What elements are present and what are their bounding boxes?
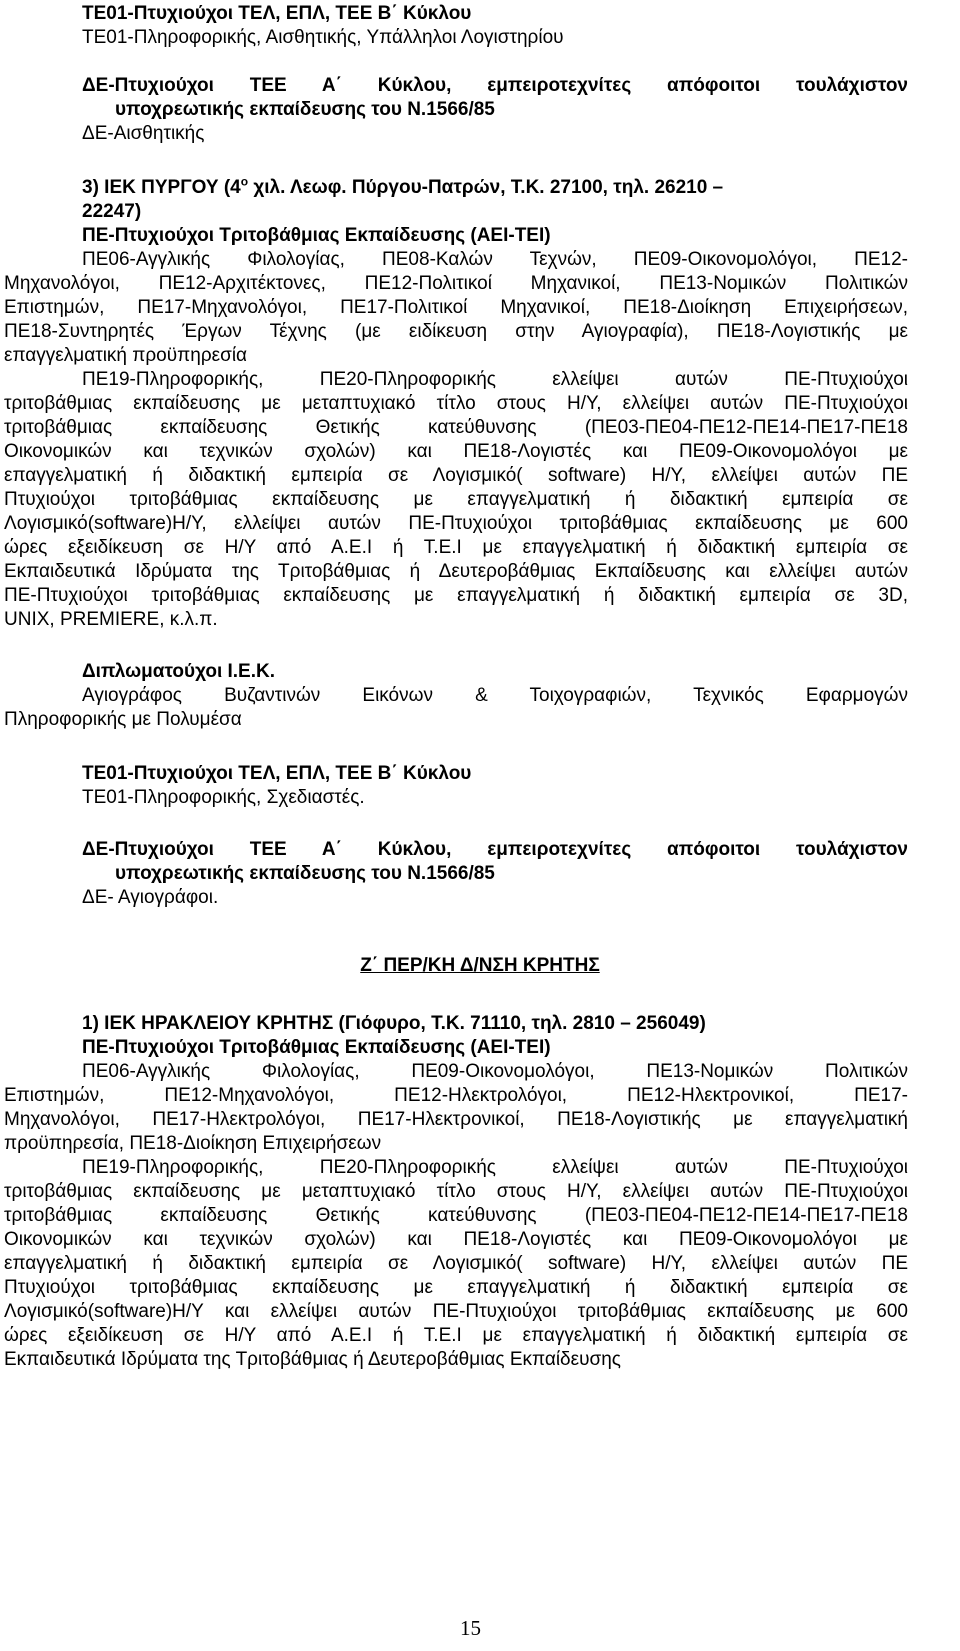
paragraph-line: ΠΕ18-Συντηρητές Έργων Τέχνης (με ειδίκευση στην Αγιογραφία), ΠΕ18-Λογιστικής με: [4, 321, 908, 342]
paragraph-line: τριτοβάθμιας εκπαίδευσης με μεταπτυχιακό τίτλο στους Η/Υ, ελλείψει αυτών ΠΕ-Πτυχιούχοι: [4, 393, 908, 414]
paragraph-line: ΠΕ19-Πληροφορικής, ΠΕ20-Πληροφορικής ελλείψει αυτών ΠΕ-Πτυχιούχοι: [82, 369, 908, 390]
paragraph-line: Μηχανολόγοι, ΠΕ12-Αρχιτέκτονες, ΠΕ12-Πολιτικοί Μηχανικοί, ΠΕ13-Νομικών Πολιτικών: [4, 273, 908, 294]
paragraph-line: Πτυχιούχοι τριτοβάθμιας εκπαίδευσης με επαγγελματική ή διδακτική εμπειρία σε: [4, 1277, 908, 1298]
paragraph-line: ΠΕ06-Αγγλικής Φιλολογίας, ΠΕ09-Οικονομολόγοι, ΠΕ13-Νομικών Πολιτικών: [82, 1061, 908, 1082]
heading-de-line1: ΔΕ-Πτυχιούχοι ΤΕΕ Α΄ Κύκλου, εμπειροτεχνίτες απόφοιτοι τουλάχιστον: [82, 75, 908, 96]
heading-te01: ΤΕ01-Πτυχιούχοι ΤΕΛ, ΕΠΛ, ΤΕΕ Β΄ Κύκλου: [82, 3, 472, 24]
paragraph-line: Επιστημών, ΠΕ17-Μηχανολόγοι, ΠΕ17-Πολιτικοί Μηχανικοί, ΠΕ18-Διοίκηση Επιχειρήσεων,: [4, 297, 908, 318]
paragraph-line: επαγγελματική ή διδακτική εμπειρία σε Λογισμικό( software) Η/Υ, ελλείψει αυτών ΠΕ: [4, 465, 908, 486]
diploma-line1: Αγιογράφος Βυζαντινών Εικόνων & Τοιχογραφιών, Τεχνικός Εφαρμογών: [82, 685, 908, 706]
paragraph-line: επαγγελματική ή διδακτική εμπειρία σε Λογισμικό( software) Η/Υ, ελλείψει αυτών ΠΕ: [4, 1253, 908, 1274]
pe-heading: ΠΕ-Πτυχιούχοι Τριτοβάθμιας Εκπαίδευσης (ΑΕΙ-ΤΕΙ): [82, 1037, 551, 1058]
paragraph-line: ΠΕ19-Πληροφορικής, ΠΕ20-Πληροφορικής ελλείψει αυτών ΠΕ-Πτυχιούχοι: [82, 1157, 908, 1178]
text-de: ΔΕ-Αισθητικής: [82, 123, 205, 144]
pe-heading: ΠΕ-Πτυχιούχοι Τριτοβάθμιας Εκπαίδευσης (ΑΕΙ-ΤΕΙ): [82, 225, 551, 246]
page-number: 15: [460, 1616, 481, 1640]
paragraph-line: προϋπηρεσία, ΠΕ18-Διοίκηση Επιχειρήσεων: [4, 1133, 382, 1154]
paragraph-line: τριτοβάθμιας εκπαίδευσης Θετικής κατεύθυνσης (ΠΕ03-ΠΕ04-ΠΕ12-ΠΕ14-ΠΕ17-ΠΕ18: [4, 417, 908, 438]
paragraph-line: τριτοβάθμιας εκπαίδευσης Θετικής κατεύθυνσης (ΠΕ03-ΠΕ04-ΠΕ12-ΠΕ14-ΠΕ17-ΠΕ18: [4, 1205, 908, 1226]
text-de: ΔΕ- Αγιογράφοι.: [82, 887, 219, 908]
paragraph-line: ΠΕ06-Αγγλικής Φιλολογίας, ΠΕ08-Καλών Τεχνών, ΠΕ09-Οικονομολόγοι, ΠΕ12-: [82, 249, 908, 270]
diploma-heading: Διπλωματούχοι Ι.Ε.Κ.: [82, 661, 276, 682]
heading-de-line2: υποχρεωτικής εκπαίδευσης του Ν.1566/85: [115, 99, 495, 120]
paragraph-line: επαγγελματική προϋπηρεσία: [4, 345, 248, 366]
paragraph-line: Εκπαιδευτικά Ιδρύματα της Τριτοβάθμιας ή Δευτεροβάθμιας Εκπαίδευσης: [4, 1349, 621, 1370]
diploma-line2: Πληροφορικής με Πολυμέσα: [4, 709, 242, 730]
paragraph-line: Οικονομικών και τεχνικών σχολών) και ΠΕ18-Λογιστές και ΠΕ09-Οικονομολόγοι με: [4, 1229, 908, 1250]
paragraph-line: Οικονομικών και τεχνικών σχολών) και ΠΕ18-Λογιστές και ΠΕ09-Οικονομολόγοι με: [4, 441, 908, 462]
paragraph-line: Εκπαιδευτικά Ιδρύματα της Τριτοβάθμιας ή Δευτεροβάθμιας Εκπαίδευσης και ελλείψει αυτών: [4, 561, 908, 582]
paragraph-line: ώρες εξειδίκευση σε Η/Υ από Α.Ε.Ι ή Τ.Ε.Ι με επαγγελματική ή διδακτική εμπειρία σε: [4, 537, 908, 558]
paragraph-line: Μηχανολόγοι, ΠΕ17-Ηλεκτρολόγοι, ΠΕ17-Ηλεκτρονικοί, ΠΕ18-Λογιστικής με επαγγελματική: [4, 1109, 908, 1130]
iek-pyrgou-title-line1: 3) ΙΕΚ ΠΥΡΓΟΥ ($4^o$ χιλ. Λεωφ. Πύργου-Πατρών, Τ.Κ. 27100, τηλ. 26210 –: [82, 174, 724, 198]
iek-herakleiou-title: 1) ΙΕΚ ΗΡΑΚΛΕΙΟΥ ΚΡΗΤΗΣ (Γιόφυρο, Τ.Κ. 71110, τηλ. 2810 – 256049): [82, 1013, 706, 1034]
paragraph-line: Λογισμικό(software)Η/Υ, ελλείψει αυτών ΠΕ-Πτυχιούχοι τριτοβάθμιας εκπαίδευσης με 600: [4, 513, 908, 534]
heading-te01: ΤΕ01-Πτυχιούχοι ΤΕΛ, ΕΠΛ, ΤΕΕ Β΄ Κύκλου: [82, 763, 472, 784]
section-title: Ζ΄ ΠΕΡ/ΚΗ Δ/ΝΣΗ ΚΡΗΤΗΣ: [360, 955, 600, 976]
heading-de-line1: ΔΕ-Πτυχιούχοι ΤΕΕ Α΄ Κύκλου, εμπειροτεχνίτες απόφοιτοι τουλάχιστον: [82, 839, 908, 860]
paragraph-line: τριτοβάθμιας εκπαίδευσης με μεταπτυχιακό τίτλο στους Η/Υ, ελλείψει αυτών ΠΕ-Πτυχιούχοι: [4, 1181, 908, 1202]
iek-pyrgou-title-line2: 22247): [82, 201, 142, 222]
paragraph-line: UNIX, PREMIERE, κ.λ.π.: [4, 609, 218, 630]
paragraph-line: Λογισμικό(software)Η/Υ και ελλείψει αυτών ΠΕ-Πτυχιούχοι τριτοβάθμιας εκπαίδευσης με 600: [4, 1301, 908, 1322]
paragraph-line: Επιστημών, ΠΕ12-Μηχανολόγοι, ΠΕ12-Ηλεκτρολόγοι, ΠΕ12-Ηλεκτρονικοί, ΠΕ17-: [4, 1085, 908, 1106]
heading-de-line2: υποχρεωτικής εκπαίδευσης του Ν.1566/85: [115, 863, 495, 884]
text-te01: ΤΕ01-Πληροφορικής, Σχεδιαστές.: [82, 787, 365, 808]
paragraph-line: Πτυχιούχοι τριτοβάθμιας εκπαίδευσης με επαγγελματική ή διδακτική εμπειρία σε: [4, 489, 908, 510]
paragraph-line: ΠΕ-Πτυχιούχοι τριτοβάθμιας εκπαίδευσης με επαγγελματική ή διδακτική εμπειρία σε 3D,: [4, 585, 908, 606]
text-te01: ΤΕ01-Πληροφορικής, Αισθητικής, Υπάλληλοι Λογιστηρίου: [82, 27, 564, 48]
paragraph-line: ώρες εξειδίκευση σε Η/Υ από Α.Ε.Ι ή Τ.Ε.Ι με επαγγελματική ή διδακτική εμπειρία σε: [4, 1325, 908, 1346]
